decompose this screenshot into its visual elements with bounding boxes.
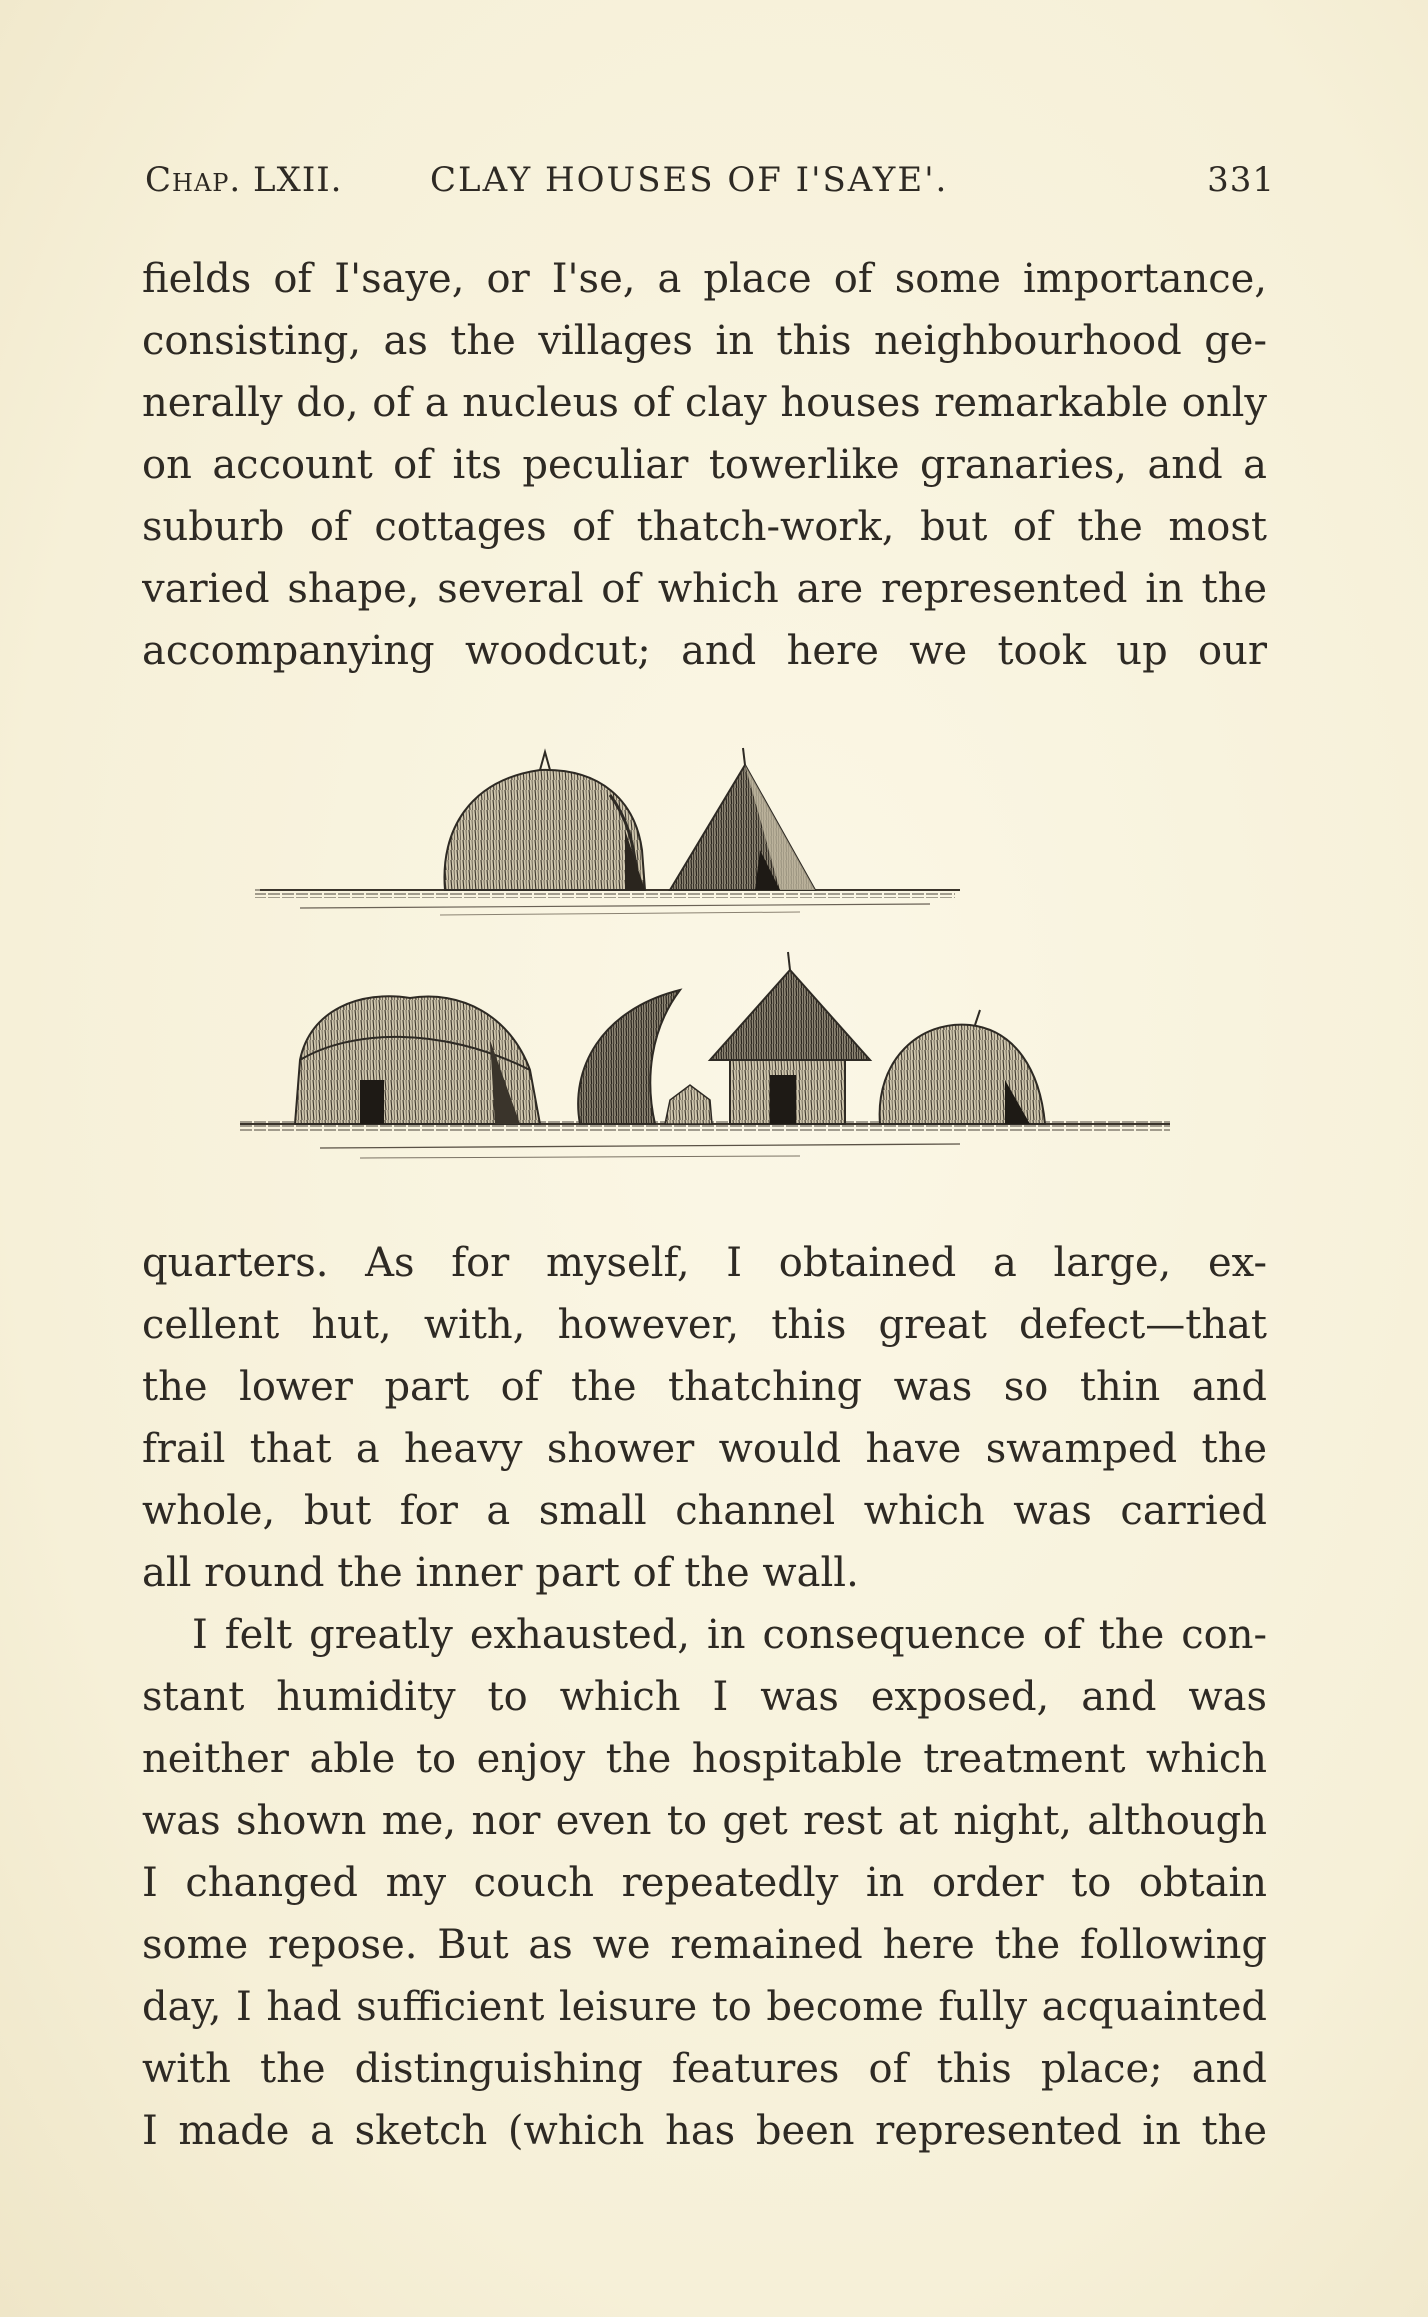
text-line: neither able to enjoy the hospitable treatment which bbox=[142, 1736, 1267, 1782]
text-line: varied shape, several of which are represented in the bbox=[142, 566, 1267, 612]
text-line: I made a sketch (which has been represented in the bbox=[142, 2108, 1267, 2154]
text-line: accompanying woodcut; and here we took up our bbox=[142, 628, 1267, 674]
text-line: fields of I'saye, or I'se, a place of some importance, bbox=[142, 256, 1267, 302]
text-line: stant humidity to which I was exposed, and was bbox=[142, 1674, 1267, 1720]
running-title: CLAY HOUSES OF I'SAYE'. bbox=[430, 160, 949, 200]
text-line: consisting, as the villages in this neighbourhood ge- bbox=[142, 318, 1267, 364]
text-line: I changed my couch repeatedly in order to obtain bbox=[142, 1860, 1267, 1906]
woodcut-illustration bbox=[240, 740, 1190, 1200]
text-line: with the distinguishing features of this place; and bbox=[142, 2046, 1267, 2092]
text-line: on account of its peculiar towerlike granaries, and a bbox=[142, 442, 1267, 488]
text-line: some repose. But as we remained here the following bbox=[142, 1922, 1267, 1968]
lower-row bbox=[240, 952, 1170, 1158]
text-line: was shown me, nor even to get rest at night, although bbox=[142, 1798, 1267, 1844]
text-line: frail that a heavy shower would have swamped the bbox=[142, 1426, 1267, 1472]
text-line: cellent hut, with, however, this great defect—that bbox=[142, 1302, 1267, 1348]
text-line: whole, but for a small channel which was carried bbox=[142, 1488, 1267, 1534]
page-number: 331 bbox=[1207, 160, 1275, 200]
text-line: suburb of cottages of thatch-work, but of the most bbox=[142, 504, 1267, 550]
text-line: day, I had sufficient leisure to become fully acquainted bbox=[142, 1984, 1267, 2030]
text-line: quarters. As for myself, I obtained a large, ex- bbox=[142, 1240, 1267, 1286]
text-line: nerally do, of a nucleus of clay houses remarkable only bbox=[142, 380, 1267, 426]
upper-row bbox=[255, 748, 960, 915]
huts-woodcut-icon bbox=[240, 740, 1190, 1200]
running-header bbox=[145, 160, 1275, 220]
paragraph-1 bbox=[142, 248, 1267, 682]
paragraph-2 bbox=[142, 1232, 1267, 2162]
text-line: all round the inner part of the wall. bbox=[142, 1550, 859, 1596]
text-line: I felt greatly exhausted, in consequence of the con- bbox=[192, 1612, 1267, 1658]
chapter-label: Chap. LXII. bbox=[145, 160, 343, 200]
text-line: the lower part of the thatching was so thin and bbox=[142, 1364, 1267, 1410]
